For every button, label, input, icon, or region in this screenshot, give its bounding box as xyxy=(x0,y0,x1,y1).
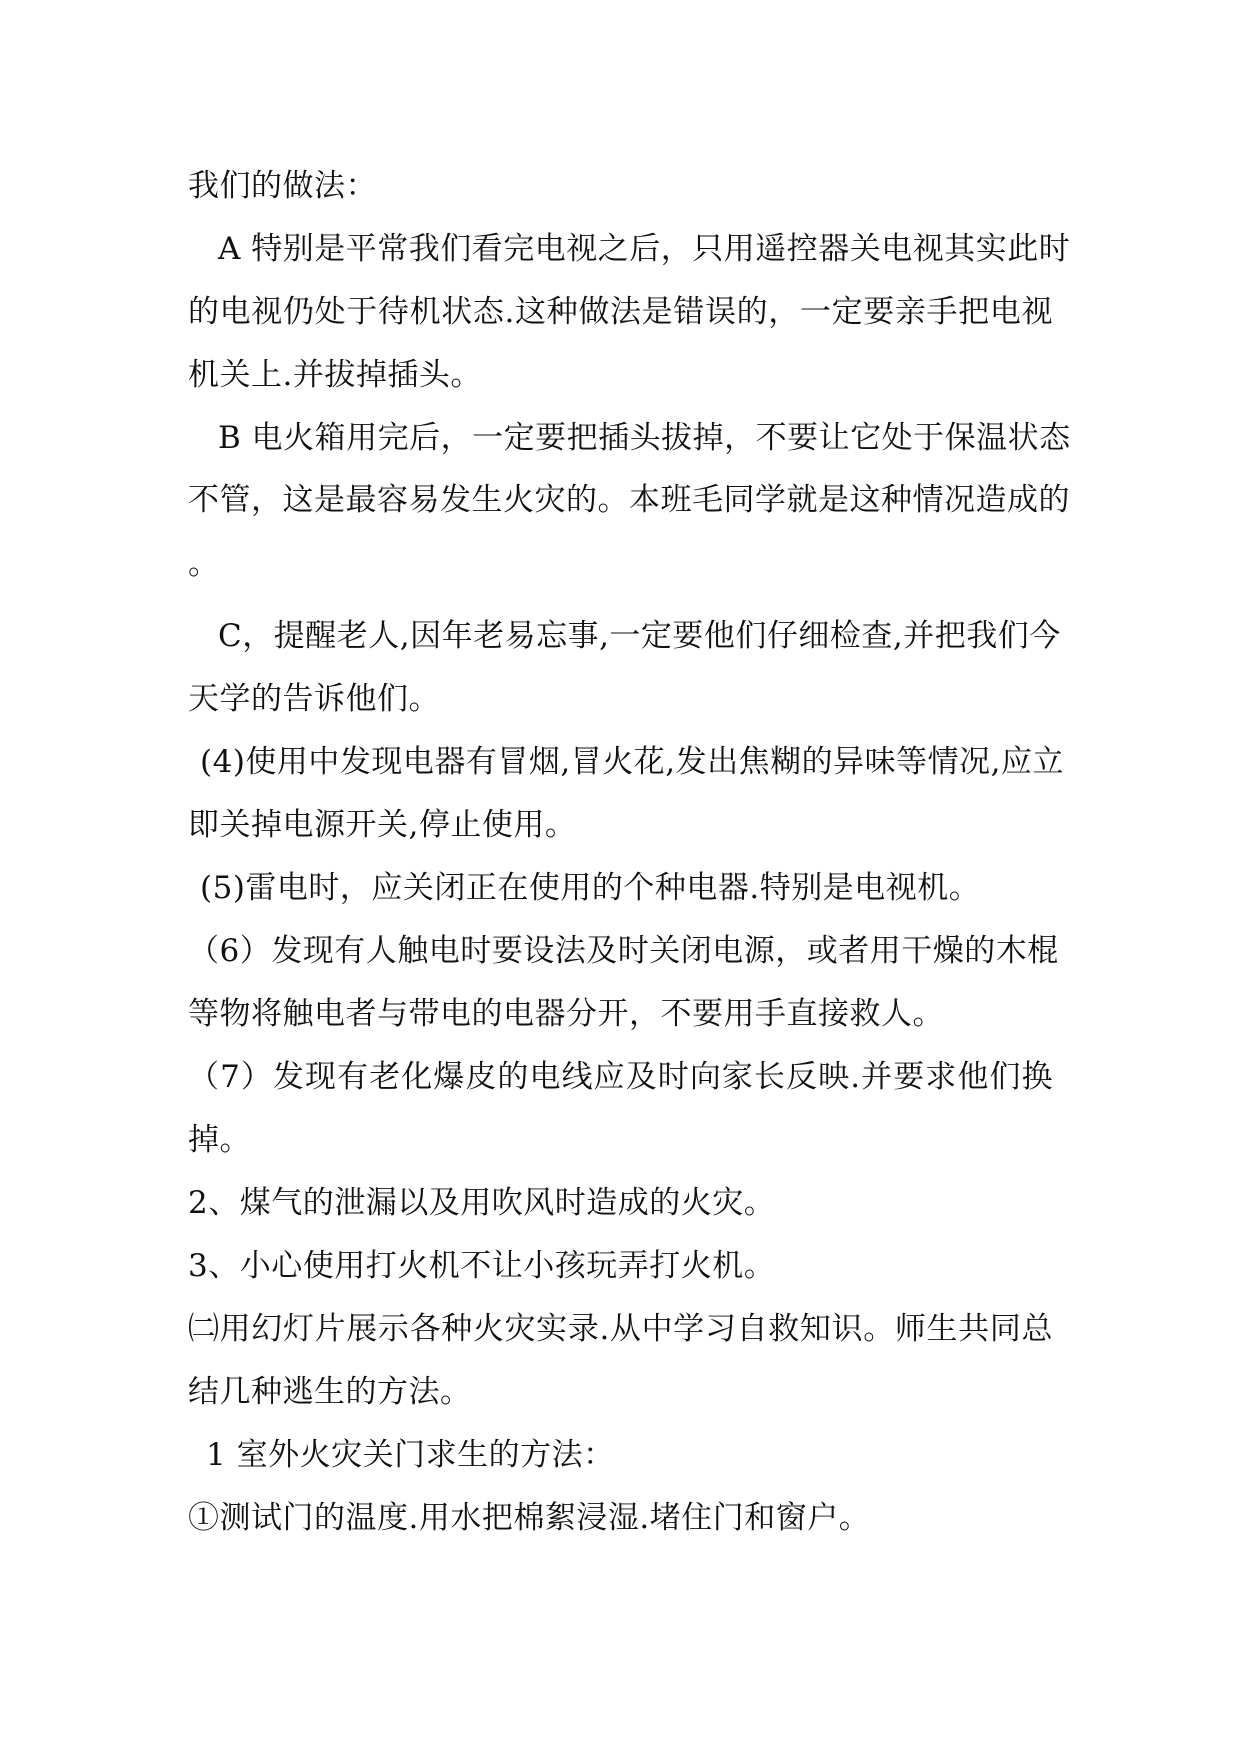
text-line: 即关掉电源开关,停止使用。 xyxy=(188,807,577,843)
text-line: 掉。 xyxy=(188,1122,251,1158)
text-line: 我们的做法： xyxy=(188,168,377,204)
text-line: (5)雷电时，应关闭正在使用的个种电器.特别是电视机。 xyxy=(200,870,981,906)
text-line: 1 室外火灾关门求生的方法： xyxy=(206,1437,615,1473)
text-line: ㈡用幻灯片展示各种火灾实录.从中学习自救知识。师生共同总 xyxy=(188,1311,1053,1347)
text-line: 不管，这是最容易发生火灾的。本班毛同学就是这种情况造成的 xyxy=(188,482,1070,518)
text-line: （6）发现有人触电时要设法及时关闭电源，或者用干燥的木棍 xyxy=(188,933,1059,969)
text-line: （7）发现有老化爆皮的电线应及时向家长反映.并要求他们换 xyxy=(188,1059,1053,1095)
text-line: A 特别是平常我们看完电视之后，只用遥控器关电视其实此时 xyxy=(218,231,1071,267)
text-line: 3、小心使用打火机不让小孩玩弄打火机。 xyxy=(188,1248,776,1284)
text-line: 机关上.并拔掉插头。 xyxy=(188,357,482,393)
text-line: ①测试门的温度.用水把棉絮浸湿.堵住门和窗户。 xyxy=(188,1500,871,1536)
text-line: 的电视仍处于待机状态.这种做法是错误的，一定要亲手把电视 xyxy=(188,294,1053,330)
text-line: 2、煤气的泄漏以及用吹风时造成的火灾。 xyxy=(188,1185,776,1221)
text-line: C，提醒老人,因年老易忘事,一定要他们仔细检查,并把我们今 xyxy=(218,618,1061,654)
text-line: 。 xyxy=(188,546,220,582)
text-line: 等物将触电者与带电的电器分开，不要用手直接救人。 xyxy=(188,996,944,1032)
text-line: (4)使用中发现电器有冒烟,冒火花,发出焦糊的异味等情况,应立 xyxy=(200,744,1064,780)
text-line: 结几种逃生的方法。 xyxy=(188,1374,472,1410)
text-line: B 电火箱用完后，一定要把插头拔掉，不要让它处于保温状态 xyxy=(218,420,1071,456)
text-line: 天学的告诉他们。 xyxy=(188,681,440,717)
